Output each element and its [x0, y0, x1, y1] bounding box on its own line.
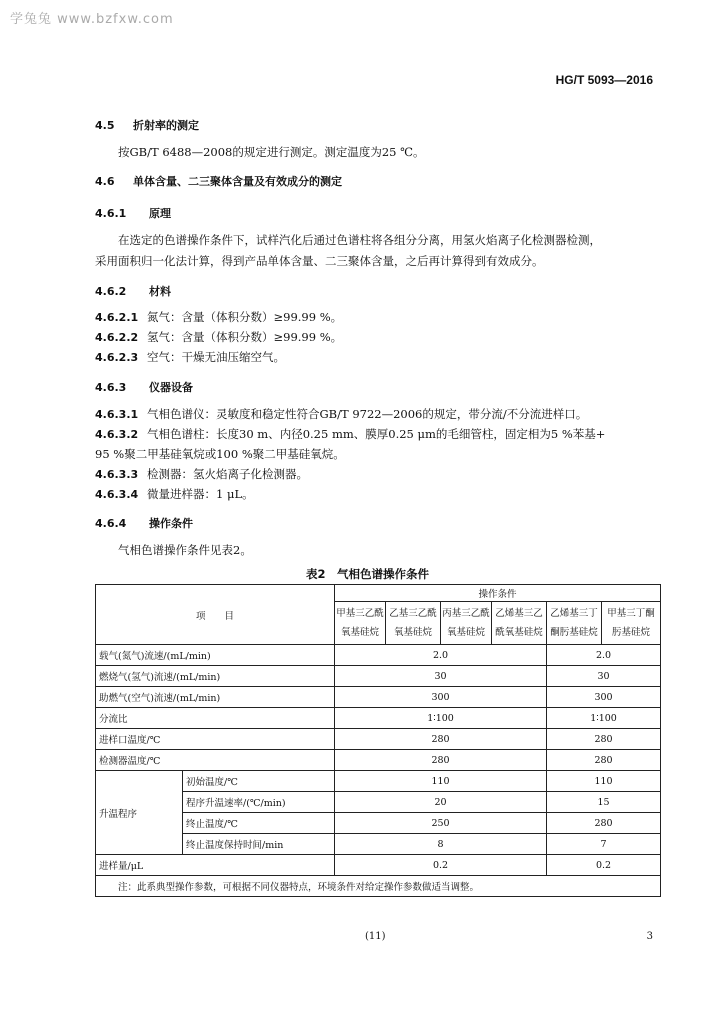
cell-value-group2: 280 — [547, 729, 661, 750]
cell-value-group2: 300 — [547, 687, 661, 708]
item-4-6-2-3 — [95, 349, 285, 365]
item-4-6-2-2 — [95, 329, 342, 345]
paragraph-4-6-4: 气相色谱操作条件见表2。 — [118, 543, 252, 557]
paragraph-4-6-1-line2: 采用面积归一化法计算，得到产品单体含量、二三聚体含量，之后再计算得到有效成分。 — [95, 254, 544, 268]
item-text: 检测器：氢火焰离子化检测器。 — [147, 467, 308, 481]
cell-value-group1: 20 — [335, 792, 547, 813]
row-label: 进样口温度/℃ — [96, 729, 335, 750]
header-conditions: 操作条件 — [335, 585, 661, 602]
cell-value-group2: 280 — [547, 750, 661, 771]
column-header: 乙烯基三丁酮肟基硅烷 — [547, 602, 602, 645]
watermark: 学兔兔 www.bzfxw.com — [10, 12, 174, 27]
cell-value-group1: 30 — [335, 666, 547, 687]
table-note-row — [96, 876, 661, 897]
item-4-6-3-4 — [95, 486, 254, 502]
cell-value-group2: 0.2 — [547, 855, 661, 876]
section-number: 4.5 — [95, 119, 115, 132]
section-title: 仪器设备 — [149, 381, 193, 394]
cell-value-group2: 1∶100 — [547, 708, 661, 729]
cell-value-group2: 15 — [547, 792, 661, 813]
row-label: 载气(氮气)流速/(mL/min) — [96, 645, 335, 666]
item-text: 气相色谱柱：长度30 m、内径0.25 mm、膜厚0.25 μm的毛细管柱，固定相为5 %苯基+ — [147, 427, 606, 441]
item-4-6-2-1 — [95, 309, 342, 325]
item-4-6-3-3 — [95, 466, 308, 482]
table-row — [96, 708, 661, 729]
table-row — [96, 687, 661, 708]
row-label: 程序升温速率/(℃/min) — [183, 792, 335, 813]
item-4-6-3-2 — [95, 426, 605, 442]
item-4-6-3-2-cont: 95 %聚二甲基硅氧烷或100 %聚二甲基硅氧烷。 — [95, 447, 345, 461]
gc-conditions-table — [95, 584, 661, 897]
section-title: 操作条件 — [149, 517, 193, 530]
section-title: 单体含量、二三聚体含量及有效成分的测定 — [133, 175, 342, 188]
section-number: 4.6 — [95, 175, 115, 188]
cell-value-group1: 280 — [335, 750, 547, 771]
page-number: 3 — [646, 931, 653, 942]
program-label: 升温程序 — [96, 771, 183, 855]
cell-value-group1: 110 — [335, 771, 547, 792]
item-number: 4.6.2.2 — [95, 331, 139, 344]
item-text: 微量进样器：1 μL。 — [147, 487, 254, 501]
table-row — [96, 771, 661, 792]
row-label: 检测器温度/℃ — [96, 750, 335, 771]
header-item: 项 目 — [96, 585, 335, 645]
item-text: 氮气：含量（体积分数）≥99.99 %。 — [147, 310, 343, 324]
section-title: 原理 — [149, 207, 171, 220]
cell-value-group1: 1∶100 — [335, 708, 547, 729]
cell-value-group2: 7 — [547, 834, 661, 855]
cell-value-group2: 2.0 — [547, 645, 661, 666]
heading-4-6-2 — [95, 283, 171, 299]
section-title: 材料 — [149, 285, 171, 298]
cell-value-group1: 280 — [335, 729, 547, 750]
column-header: 甲基三乙酰氧基硅烷 — [335, 602, 386, 645]
table-row — [96, 855, 661, 876]
cell-value-group1: 300 — [335, 687, 547, 708]
heading-4-5 — [95, 117, 199, 133]
table-note: 注：此系典型操作参数，可根据不同仪器特点，环境条件对给定操作参数做适当调整。 — [96, 876, 661, 897]
paragraph-4-6-1-line1: 在选定的色谱操作条件下，试样汽化后通过色谱柱将各组分分离，用氢火焰离子化检测器检测， — [118, 233, 601, 247]
item-number: 4.6.2.1 — [95, 311, 139, 324]
column-header: 丙基三乙酰氧基硅烷 — [441, 602, 492, 645]
item-text: 氢气：含量（体积分数）≥99.99 %。 — [147, 330, 343, 344]
item-text: 气相色谱仪：灵敏度和稳定性符合GB/T 9722—2006的规定，带分流/不分流进样口。 — [147, 407, 588, 421]
cell-value-group1: 0.2 — [335, 855, 547, 876]
table-row — [96, 666, 661, 687]
row-label: 初始温度/℃ — [183, 771, 335, 792]
item-number: 4.6.2.3 — [95, 351, 139, 364]
item-number: 4.6.3.1 — [95, 408, 139, 421]
cell-value-group2: 280 — [547, 813, 661, 834]
cell-value-group2: 30 — [547, 666, 661, 687]
item-text: 空气：干燥无油压缩空气。 — [147, 350, 285, 364]
row-label: 终止温度/℃ — [183, 813, 335, 834]
column-header: 乙基三乙酰氧基硅烷 — [386, 602, 441, 645]
heading-4-6-1 — [95, 205, 171, 221]
heading-4-6-4 — [95, 515, 193, 531]
item-number: 4.6.3.2 — [95, 428, 139, 441]
table-row — [96, 645, 661, 666]
footer-center: (11) — [365, 931, 386, 942]
cell-value-group1: 250 — [335, 813, 547, 834]
paragraph-4-5: 按GB/T 6488—2008的规定进行测定。测定温度为25 ℃。 — [118, 145, 425, 159]
section-number: 4.6.3 — [95, 381, 127, 394]
table-row — [96, 729, 661, 750]
row-label: 助燃气(空气)流速/(mL/min) — [96, 687, 335, 708]
section-title: 折射率的测定 — [133, 119, 199, 132]
column-header: 甲基三丁酮肟基硅烷 — [602, 602, 661, 645]
row-label: 进样量/μL — [96, 855, 335, 876]
table-row — [96, 750, 661, 771]
item-number: 4.6.3.4 — [95, 488, 139, 501]
section-number: 4.6.2 — [95, 285, 127, 298]
heading-4-6-3 — [95, 379, 193, 395]
cell-value-group1: 2.0 — [335, 645, 547, 666]
row-label: 分流比 — [96, 708, 335, 729]
cell-value-group1: 8 — [335, 834, 547, 855]
column-header: 乙烯基三乙酰氧基硅烷 — [492, 602, 547, 645]
section-number: 4.6.1 — [95, 207, 127, 220]
row-label: 燃烧气(氢气)流速/(mL/min) — [96, 666, 335, 687]
item-4-6-3-1 — [95, 406, 587, 422]
standard-code: HG/T 5093—2016 — [555, 73, 653, 87]
cell-value-group2: 110 — [547, 771, 661, 792]
table-caption: 表2 气相色谱操作条件 — [306, 567, 430, 581]
item-number: 4.6.3.3 — [95, 468, 139, 481]
heading-4-6 — [95, 173, 342, 189]
row-label: 终止温度保持时间/min — [183, 834, 335, 855]
section-number: 4.6.4 — [95, 517, 127, 530]
